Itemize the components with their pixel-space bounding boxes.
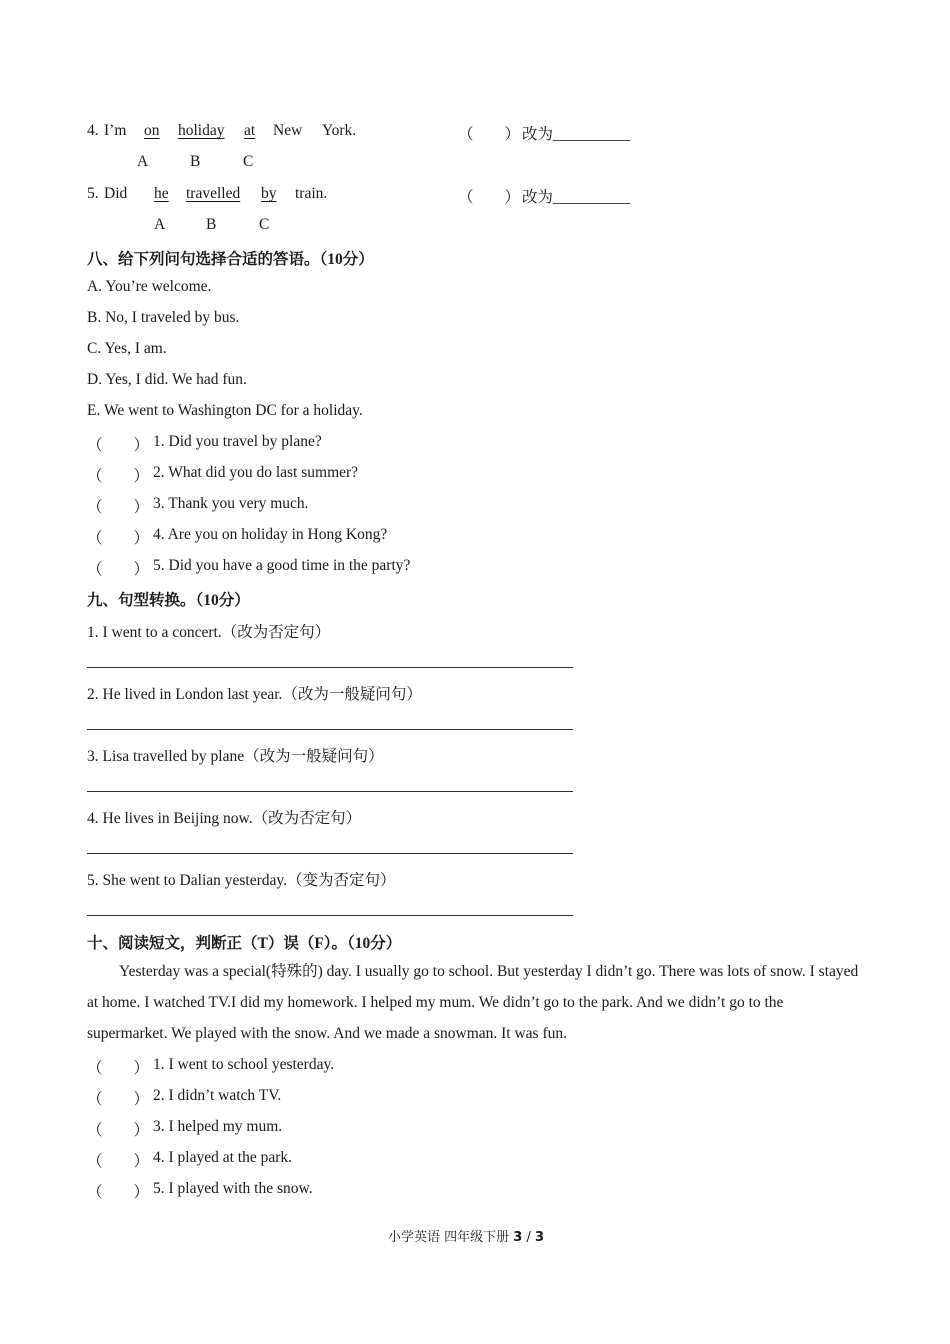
q5-word: train. [295,185,328,202]
transform-item: 1. I went to a concert.（改为否定句） [87,624,331,641]
section-heading: 十、阅读短文，判断正（T）误（F）。（10分） [87,935,402,952]
option-letter-c: C [259,216,270,233]
page-number: 3 [513,1230,523,1245]
answer-option: C. Yes, I am. [87,340,167,357]
answer-paren: （ ） [458,189,521,206]
q5-word: Did [104,185,128,202]
q5-number: 5. [87,185,99,202]
q5-underlined-word-a: he [154,185,169,202]
statement-item: 5. I played with the snow. [153,1180,313,1197]
answer-line[interactable] [87,791,573,792]
statement-item: 3. I helped my mum. [153,1118,283,1135]
question-item: 5. Did you have a good time in the party? [153,557,411,574]
option-letter-a: A [154,216,166,233]
answer-paren: （ ） [87,1091,150,1108]
option-letter-c: C [243,153,254,170]
page-total: 3 [535,1230,545,1245]
q4-word: I’m [104,122,127,139]
answer-paren: （ ） [87,1153,150,1170]
reading-passage [87,956,867,1049]
q4-underlined-word-b: holiday [178,122,225,139]
answer-line[interactable] [87,667,573,668]
transform-item: 5. She went to Dalian yesterday.（变为否定句） [87,872,396,889]
section-heading: 九、句型转换。（10分） [87,592,250,609]
option-letter-b: B [190,153,201,170]
page-footer [388,1226,544,1245]
answer-paren: （ ） [87,1060,150,1077]
answer-paren: （ ） [458,126,521,143]
answer-paren: （ ） [87,499,150,516]
page-separator: / [526,1230,531,1245]
q4-word: New [273,122,303,139]
question-item: 3. Thank you very much. [153,495,309,512]
q4-word: York. [322,122,357,139]
option-letter-b: B [206,216,217,233]
q4-underlined-word-a: on [144,122,160,139]
answer-paren: （ ） [87,530,150,547]
transform-item: 2. He lived in London last year.（改为一般疑问句） [87,686,422,703]
answer-option: E. We went to Washington DC for a holiday. [87,402,363,419]
answer-paren: （ ） [87,1184,150,1201]
answer-option: B. No, I traveled by bus. [87,309,240,326]
correction-blank: 改为__________ [522,126,631,143]
statement-item: 2. I didn’t watch TV. [153,1087,282,1104]
question-item: 1. Did you travel by plane? [153,433,322,450]
reading-passage-text: Yesterday was a special(特殊的) day. I usually go to school. But yesterday I didn’t go. There was lots of snow. I stayed at home. I watched TV.I did my homework. I helped my mum. We didn’t go to the park. And we didn’t go to the supermarket. We played with the snow. And we made a snowman. It was fun. [87,963,859,1042]
answer-paren: （ ） [87,1122,150,1139]
answer-paren: （ ） [87,468,150,485]
answer-option: D. Yes, I did. We had fun. [87,371,247,388]
q4-number: 4. [87,122,99,139]
answer-paren: （ ） [87,437,150,454]
answer-option: A. You’re welcome. [87,278,212,295]
answer-line[interactable] [87,729,573,730]
answer-line[interactable] [87,915,573,916]
answer-line[interactable] [87,853,573,854]
question-item: 2. What did you do last summer? [153,464,359,481]
q5-underlined-word-b: travelled [186,185,241,202]
q5-underlined-word-c: by [261,185,277,202]
transform-item: 4. He lives in Beijing now.（改为否定句） [87,810,362,827]
option-letter-a: A [137,153,149,170]
statement-item: 4. I played at the park. [153,1149,293,1166]
answer-paren: （ ） [87,561,150,578]
correction-blank: 改为__________ [522,189,631,206]
footer-title: 小学英语 四年级下册 [388,1230,510,1245]
transform-item: 3. Lisa travelled by plane（改为一般疑问句） [87,748,384,765]
q4-underlined-word-c: at [244,122,256,139]
section-heading: 八、给下列问句选择合适的答语。（10分） [87,251,374,268]
statement-item: 1. I went to school yesterday. [153,1056,335,1073]
question-item: 4. Are you on holiday in Hong Kong? [153,526,388,543]
